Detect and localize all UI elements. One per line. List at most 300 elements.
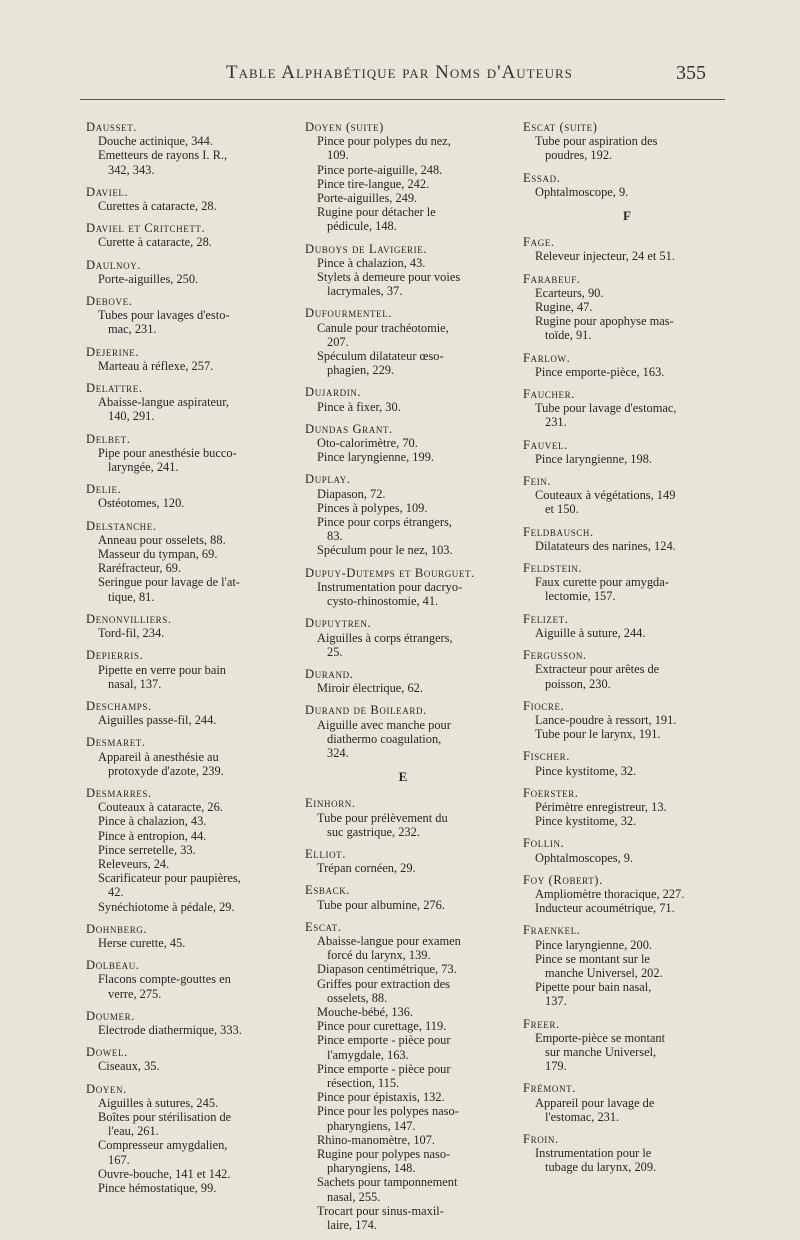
item-continuation: lacrymales, 37. bbox=[327, 284, 403, 299]
instrument-item bbox=[305, 321, 501, 349]
instrument-item bbox=[305, 256, 501, 270]
instrument-item bbox=[86, 561, 282, 575]
instrument-item bbox=[523, 452, 731, 466]
item-line: Pince laryngienne, 198. bbox=[535, 451, 652, 466]
instrument-item bbox=[305, 1175, 501, 1203]
index-entry bbox=[523, 525, 731, 553]
instrument-item bbox=[305, 400, 501, 414]
instrument-item bbox=[86, 235, 282, 249]
item-line: Dilatateurs des narines, 124. bbox=[535, 538, 676, 553]
instrument-item bbox=[86, 1167, 282, 1181]
instrument-item bbox=[86, 936, 282, 950]
index-entry bbox=[86, 1009, 282, 1037]
index-entry bbox=[305, 847, 501, 875]
instrument-item bbox=[86, 1110, 282, 1138]
instrument-item bbox=[305, 1019, 501, 1033]
author-name: Freer. bbox=[523, 1016, 560, 1031]
item-line: Tube pour prélèvement du bbox=[317, 810, 448, 825]
author-name: Fauvel. bbox=[523, 437, 568, 452]
item-line: Pipette en verre pour bain bbox=[98, 662, 226, 677]
instrument-item bbox=[305, 270, 501, 298]
item-line: Rhino-manomètre, 107. bbox=[317, 1132, 436, 1147]
instrument-item bbox=[523, 488, 731, 516]
instrument-item bbox=[86, 800, 282, 814]
author-name: Desmaret. bbox=[86, 735, 146, 750]
instrument-item bbox=[305, 681, 501, 695]
item-line: Pince laryngienne, 199. bbox=[317, 450, 434, 465]
instrument-item bbox=[305, 861, 501, 875]
instrument-item bbox=[86, 496, 282, 510]
item-line: Diapason, 72. bbox=[317, 486, 386, 501]
item-continuation: sur manche Universel, bbox=[545, 1044, 657, 1059]
instrument-item bbox=[305, 1090, 501, 1104]
author-name: Frémont. bbox=[523, 1081, 576, 1096]
item-continuation: laire, 174. bbox=[327, 1218, 377, 1233]
author-name: Doyen. bbox=[86, 1081, 127, 1096]
index-entry bbox=[523, 120, 731, 163]
author-name: Follin. bbox=[523, 836, 565, 851]
instrument-item bbox=[305, 1204, 501, 1232]
author-name: Durand. bbox=[305, 666, 354, 681]
author-name: Escat (suite) bbox=[523, 120, 598, 134]
index-entry bbox=[86, 612, 282, 640]
index-entry bbox=[86, 699, 282, 727]
item-line: Tube pour le larynx, 191. bbox=[535, 727, 661, 742]
author-name: Feldbausch. bbox=[523, 524, 594, 539]
instrument-item bbox=[523, 662, 731, 690]
index-entry bbox=[86, 735, 282, 778]
instrument-item bbox=[305, 1104, 501, 1132]
item-line: Aiguille à suture, 244. bbox=[535, 625, 646, 640]
item-line: Pince kystitome, 32. bbox=[535, 814, 637, 829]
instrument-item bbox=[86, 972, 282, 1000]
author-name: Doyen (suite) bbox=[305, 120, 384, 134]
instrument-item bbox=[305, 501, 501, 515]
instrument-item bbox=[523, 314, 731, 342]
item-line: Seringue pour lavage de l'at- bbox=[98, 575, 240, 590]
instrument-item bbox=[305, 163, 501, 177]
index-entry bbox=[523, 351, 731, 379]
instrument-item bbox=[86, 199, 282, 213]
item-line: Releveur injecteur, 24 et 51. bbox=[535, 249, 675, 264]
instrument-item bbox=[305, 718, 501, 761]
author-name: Dupuytren. bbox=[305, 616, 372, 631]
item-line: Pince pour corps étrangers, bbox=[317, 515, 452, 530]
item-line: Faux curette pour amygda- bbox=[535, 575, 669, 590]
index-entry bbox=[86, 519, 282, 604]
instrument-item bbox=[305, 177, 501, 191]
item-continuation: 140, 291. bbox=[108, 409, 155, 424]
index-entry bbox=[523, 272, 731, 343]
index-entry bbox=[523, 387, 731, 430]
index-column-3 bbox=[523, 120, 731, 1183]
instrument-item bbox=[86, 1181, 282, 1195]
item-continuation: tique, 81. bbox=[108, 589, 155, 604]
item-line: Pince à entropion, 44. bbox=[98, 828, 207, 843]
instrument-item bbox=[523, 626, 731, 640]
author-name: Depierris. bbox=[86, 648, 144, 663]
item-line: Rugine pour détacher le bbox=[317, 205, 436, 220]
index-entry bbox=[523, 699, 731, 742]
item-line: Compresseur amygdalien, bbox=[98, 1138, 228, 1153]
author-name: Foerster. bbox=[523, 785, 579, 800]
item-line: Pince serretelle, 33. bbox=[98, 842, 196, 857]
item-line: Curette à cataracte, 28. bbox=[98, 235, 212, 250]
item-line: Ophtalmoscope, 9. bbox=[535, 184, 629, 199]
instrument-item bbox=[86, 843, 282, 857]
index-entry bbox=[86, 648, 282, 691]
item-line: Emetteurs de rayons I. R., bbox=[98, 148, 228, 163]
item-line: Appareil à anesthésie au bbox=[98, 749, 219, 764]
index-entry bbox=[86, 922, 282, 950]
item-continuation: cysto-rhinostomie, 41. bbox=[327, 594, 439, 609]
item-line: Ophtalmoscopes, 9. bbox=[535, 850, 634, 865]
item-line: Pipe pour anesthésie bucco- bbox=[98, 445, 237, 460]
author-name: Delstanche. bbox=[86, 518, 157, 533]
item-continuation: poisson, 230. bbox=[545, 676, 611, 691]
author-name: Fergusson. bbox=[523, 648, 587, 663]
item-line: Pince pour épistaxis, 132. bbox=[317, 1090, 445, 1105]
author-name: Deschamps. bbox=[86, 698, 152, 713]
item-line: Tord-fil, 234. bbox=[98, 626, 165, 641]
instrument-item bbox=[86, 713, 282, 727]
item-continuation: diathermo coagulation, bbox=[327, 731, 442, 746]
item-continuation: pharyngiens, 148. bbox=[327, 1161, 416, 1176]
author-name: Daviel et Critchett. bbox=[86, 221, 206, 236]
instrument-item bbox=[523, 800, 731, 814]
index-entry bbox=[305, 472, 501, 557]
index-entry bbox=[523, 1081, 731, 1124]
author-name: Fraenkel. bbox=[523, 923, 581, 938]
item-line: Ouvre-bouche, 141 et 142. bbox=[98, 1166, 231, 1181]
item-line: Pince à chalazion, 43. bbox=[98, 814, 207, 829]
index-entry bbox=[523, 923, 731, 1008]
item-continuation: protoxyde d'azote, 239. bbox=[108, 763, 224, 778]
index-entry bbox=[523, 1017, 731, 1074]
author-name: Denonvilliers. bbox=[86, 611, 172, 626]
author-name: Doumer. bbox=[86, 1008, 135, 1023]
instrument-item bbox=[523, 980, 731, 1008]
index-entry bbox=[523, 235, 731, 263]
item-line: Rugine, 47. bbox=[535, 300, 593, 315]
item-line: Trocart pour sinus-maxil- bbox=[317, 1203, 444, 1218]
instrument-item bbox=[305, 515, 501, 543]
item-line: Aiguilles à sutures, 245. bbox=[98, 1095, 219, 1110]
item-line: Pince hémostatique, 99. bbox=[98, 1181, 217, 1195]
index-column-2 bbox=[305, 120, 501, 1240]
instrument-item bbox=[86, 575, 282, 603]
author-name: Fein. bbox=[523, 474, 552, 489]
index-entry bbox=[523, 438, 731, 466]
item-line: Pipette pour bain nasal, bbox=[535, 980, 652, 995]
author-name: Desmarres. bbox=[86, 785, 152, 800]
item-line: Griffes pour extraction des bbox=[317, 976, 450, 991]
item-line: Rugine pour polypes naso- bbox=[317, 1147, 451, 1161]
index-entry bbox=[523, 561, 731, 604]
instrument-item bbox=[523, 286, 731, 300]
instrument-item bbox=[86, 533, 282, 547]
item-continuation: pédicule, 148. bbox=[327, 219, 397, 234]
item-line: Herse curette, 45. bbox=[98, 935, 186, 950]
instrument-item bbox=[305, 205, 501, 233]
author-name: Dundas Grant. bbox=[305, 421, 393, 436]
item-line: Pince à chalazion, 43. bbox=[317, 255, 426, 270]
item-line: Spéculum dilatateur œso- bbox=[317, 349, 444, 364]
item-continuation: 137. bbox=[545, 994, 567, 1009]
index-entry bbox=[86, 786, 282, 914]
instrument-item bbox=[86, 750, 282, 778]
author-name: Dujardin. bbox=[305, 385, 362, 400]
instrument-item bbox=[86, 1059, 282, 1073]
item-line: Emporte-pièce se montant bbox=[535, 1030, 666, 1045]
author-name: Fischer. bbox=[523, 749, 570, 764]
item-line: Appareil pour lavage de bbox=[535, 1095, 655, 1110]
item-line: Anneau pour osselets, 88. bbox=[98, 532, 226, 547]
item-line: Couteaux à cataracte, 26. bbox=[98, 800, 223, 815]
index-entry bbox=[523, 836, 731, 864]
instrument-item bbox=[523, 851, 731, 865]
item-line: Oto-calorimètre, 70. bbox=[317, 436, 418, 451]
item-line: Pince tire-langue, 242. bbox=[317, 176, 430, 191]
running-title: Table Alphabétique par Noms d'Auteurs bbox=[226, 62, 573, 83]
item-continuation: tubage du larynx, 209. bbox=[545, 1160, 657, 1175]
index-entry bbox=[305, 703, 501, 760]
instrument-item bbox=[305, 1147, 501, 1175]
instrument-item bbox=[523, 134, 731, 162]
index-entry bbox=[305, 422, 501, 465]
item-line: Pince pour polypes du nez, bbox=[317, 134, 451, 149]
item-continuation: manche Universel, 202. bbox=[545, 965, 663, 980]
item-line: Porte-aiguilles, 250. bbox=[98, 271, 199, 286]
item-line: Pince se montant sur le bbox=[535, 951, 650, 966]
index-entry bbox=[86, 120, 282, 177]
index-entry bbox=[86, 958, 282, 1001]
instrument-item bbox=[86, 134, 282, 148]
item-continuation: 324. bbox=[327, 745, 349, 760]
item-line: Inducteur acoumétrique, 71. bbox=[535, 901, 675, 916]
item-line: Electrode diathermique, 333. bbox=[98, 1022, 242, 1037]
author-name: Dupuy-Dutemps et Bourguet. bbox=[305, 565, 475, 580]
item-line: Ecarteurs, 90. bbox=[535, 285, 604, 300]
instrument-item bbox=[305, 934, 501, 962]
instrument-item bbox=[305, 450, 501, 464]
item-continuation: phagien, 229. bbox=[327, 363, 395, 378]
instrument-item bbox=[523, 713, 731, 727]
index-entry bbox=[305, 883, 501, 911]
item-continuation: suc gastrique, 232. bbox=[327, 824, 420, 839]
instrument-item bbox=[305, 487, 501, 501]
instrument-item bbox=[86, 1023, 282, 1037]
item-line: Ciseaux, 35. bbox=[98, 1059, 160, 1074]
index-entry bbox=[86, 1082, 282, 1196]
instrument-item bbox=[305, 1062, 501, 1090]
instrument-item bbox=[86, 871, 282, 899]
item-continuation: l'estomac, 231. bbox=[545, 1109, 620, 1124]
instrument-item bbox=[86, 1096, 282, 1110]
instrument-item bbox=[305, 1133, 501, 1147]
item-line: Ostéotomes, 120. bbox=[98, 496, 185, 511]
instrument-item bbox=[523, 727, 731, 741]
index-entry bbox=[523, 612, 731, 640]
author-name: Daviel. bbox=[86, 184, 129, 199]
index-entry bbox=[305, 120, 501, 234]
instrument-item bbox=[305, 811, 501, 839]
instrument-item bbox=[86, 663, 282, 691]
index-entry bbox=[86, 1045, 282, 1073]
item-line: Instrumentation pour le bbox=[535, 1146, 652, 1161]
item-line: Lance-poudre à ressort, 191. bbox=[535, 712, 677, 727]
instrument-item bbox=[523, 1096, 731, 1124]
item-line: Abaisse-langue aspirateur, bbox=[98, 395, 229, 410]
item-line: Mouche-bébé, 136. bbox=[317, 1004, 413, 1019]
author-name: Debove. bbox=[86, 294, 133, 309]
instrument-item bbox=[305, 580, 501, 608]
item-continuation: lectomie, 157. bbox=[545, 589, 616, 604]
author-name: Daulnoy. bbox=[86, 257, 142, 272]
author-name: Esback. bbox=[305, 883, 351, 898]
item-continuation: et 150. bbox=[545, 502, 579, 517]
instrument-item bbox=[305, 962, 501, 976]
item-continuation: osselets, 88. bbox=[327, 990, 388, 1005]
item-line: Pince pour les polypes naso- bbox=[317, 1104, 459, 1119]
item-line: Synéchiotome à pédale, 29. bbox=[98, 899, 235, 914]
item-line: Pince à fixer, 30. bbox=[317, 399, 401, 414]
author-name: Einhorn. bbox=[305, 796, 356, 811]
item-continuation: 83. bbox=[327, 529, 343, 544]
index-column-1 bbox=[86, 120, 282, 1203]
item-line: Instrumentation pour dacryo- bbox=[317, 579, 463, 594]
instrument-item bbox=[523, 249, 731, 263]
index-entry bbox=[305, 566, 501, 609]
item-continuation: 179. bbox=[545, 1059, 567, 1074]
instrument-item bbox=[86, 547, 282, 561]
instrument-item bbox=[523, 401, 731, 429]
author-name: Dausset. bbox=[86, 120, 138, 134]
instrument-item bbox=[523, 938, 731, 952]
index-entry bbox=[523, 1132, 731, 1175]
item-continuation: toïde, 91. bbox=[545, 328, 592, 343]
instrument-item bbox=[523, 764, 731, 778]
item-line: Périmètre enregistreur, 13. bbox=[535, 799, 667, 814]
item-line: Diapason centimétrique, 73. bbox=[317, 962, 457, 977]
author-name: Delie. bbox=[86, 482, 122, 497]
item-line: Abaisse-langue pour examen bbox=[317, 933, 461, 948]
instrument-item bbox=[305, 543, 501, 557]
section-letter: F bbox=[623, 208, 631, 224]
item-line: Tube pour aspiration des bbox=[535, 134, 658, 149]
item-line: Miroir électrique, 62. bbox=[317, 681, 423, 696]
item-continuation: mac, 231. bbox=[108, 322, 157, 337]
item-line: Couteaux à végétations, 149 bbox=[535, 488, 676, 503]
instrument-item bbox=[86, 1138, 282, 1166]
instrument-item bbox=[305, 349, 501, 377]
index-entry bbox=[523, 474, 731, 517]
item-line: Pince emporte - pièce pour bbox=[317, 1061, 451, 1076]
item-continuation: 167. bbox=[108, 1152, 130, 1167]
author-name: Dowel. bbox=[86, 1045, 128, 1060]
item-line: Boîtes pour stérilisation de bbox=[98, 1109, 232, 1124]
index-entry bbox=[523, 786, 731, 829]
instrument-item bbox=[86, 857, 282, 871]
instrument-item bbox=[305, 977, 501, 1005]
author-name: Feldstein. bbox=[523, 561, 583, 576]
instrument-item bbox=[86, 395, 282, 423]
author-name: Delbet. bbox=[86, 431, 131, 446]
item-continuation: résection, 115. bbox=[327, 1075, 400, 1090]
instrument-item bbox=[86, 148, 282, 176]
instrument-item bbox=[86, 829, 282, 843]
item-line: Aiguilles à corps étrangers, bbox=[317, 630, 453, 645]
item-line: Sachets pour tamponnement bbox=[317, 1175, 458, 1190]
index-entry bbox=[86, 345, 282, 373]
instrument-item bbox=[305, 134, 501, 162]
instrument-item bbox=[86, 900, 282, 914]
author-name: Felizet. bbox=[523, 611, 569, 626]
index-entry bbox=[86, 432, 282, 475]
instrument-item bbox=[305, 898, 501, 912]
instrument-item bbox=[523, 814, 731, 828]
instrument-item bbox=[305, 1033, 501, 1061]
author-name: Faucher. bbox=[523, 387, 575, 402]
header-rule bbox=[80, 99, 725, 100]
item-continuation: 109. bbox=[327, 148, 349, 163]
index-entry bbox=[86, 221, 282, 249]
author-name: Duboys de Lavigerie. bbox=[305, 241, 428, 256]
item-continuation: pharyngiens, 147. bbox=[327, 1118, 416, 1133]
item-line: Canule pour trachéotomie, bbox=[317, 320, 449, 335]
item-line: Porte-aiguilles, 249. bbox=[317, 191, 418, 206]
item-continuation: nasal, 137. bbox=[108, 676, 162, 691]
item-line: Masseur du tympan, 69. bbox=[98, 547, 218, 562]
instrument-item bbox=[86, 308, 282, 336]
index-entry bbox=[523, 648, 731, 691]
index-entry bbox=[523, 171, 731, 199]
instrument-item bbox=[305, 436, 501, 450]
author-name: Fiocre. bbox=[523, 698, 565, 713]
index-entry bbox=[523, 749, 731, 777]
item-continuation: 207. bbox=[327, 334, 349, 349]
instrument-item bbox=[86, 446, 282, 474]
author-name: Farlow. bbox=[523, 350, 571, 365]
item-line: Aiguilles passe-fil, 244. bbox=[98, 713, 217, 728]
author-name: Duplay. bbox=[305, 472, 351, 487]
item-line: Tubes pour lavages d'esto- bbox=[98, 308, 230, 323]
item-line: Extracteur pour arêtes de bbox=[535, 662, 660, 677]
item-continuation: l'eau, 261. bbox=[108, 1124, 159, 1139]
item-line: Tube pour albumine, 276. bbox=[317, 897, 445, 912]
item-line: Spéculum pour le nez, 103. bbox=[317, 543, 453, 558]
index-entry bbox=[86, 294, 282, 337]
item-line: Pince emporte-pièce, 163. bbox=[535, 364, 665, 379]
index-entry bbox=[305, 242, 501, 299]
item-continuation: forcé du larynx, 139. bbox=[327, 948, 431, 963]
instrument-item bbox=[523, 952, 731, 980]
index-entry bbox=[305, 667, 501, 695]
index-entry bbox=[305, 796, 501, 839]
instrument-item bbox=[523, 901, 731, 915]
item-continuation: 25. bbox=[327, 644, 343, 659]
instrument-item bbox=[523, 887, 731, 901]
item-continuation: 231. bbox=[545, 415, 567, 430]
instrument-item bbox=[523, 300, 731, 314]
author-name: Essad. bbox=[523, 170, 561, 185]
item-line: Tube pour lavage d'estomac, bbox=[535, 401, 677, 416]
item-continuation: poudres, 192. bbox=[545, 148, 613, 163]
item-continuation: nasal, 255. bbox=[327, 1189, 381, 1204]
author-name: Fage. bbox=[523, 235, 555, 250]
index-entry bbox=[86, 185, 282, 213]
index-entry bbox=[305, 306, 501, 377]
